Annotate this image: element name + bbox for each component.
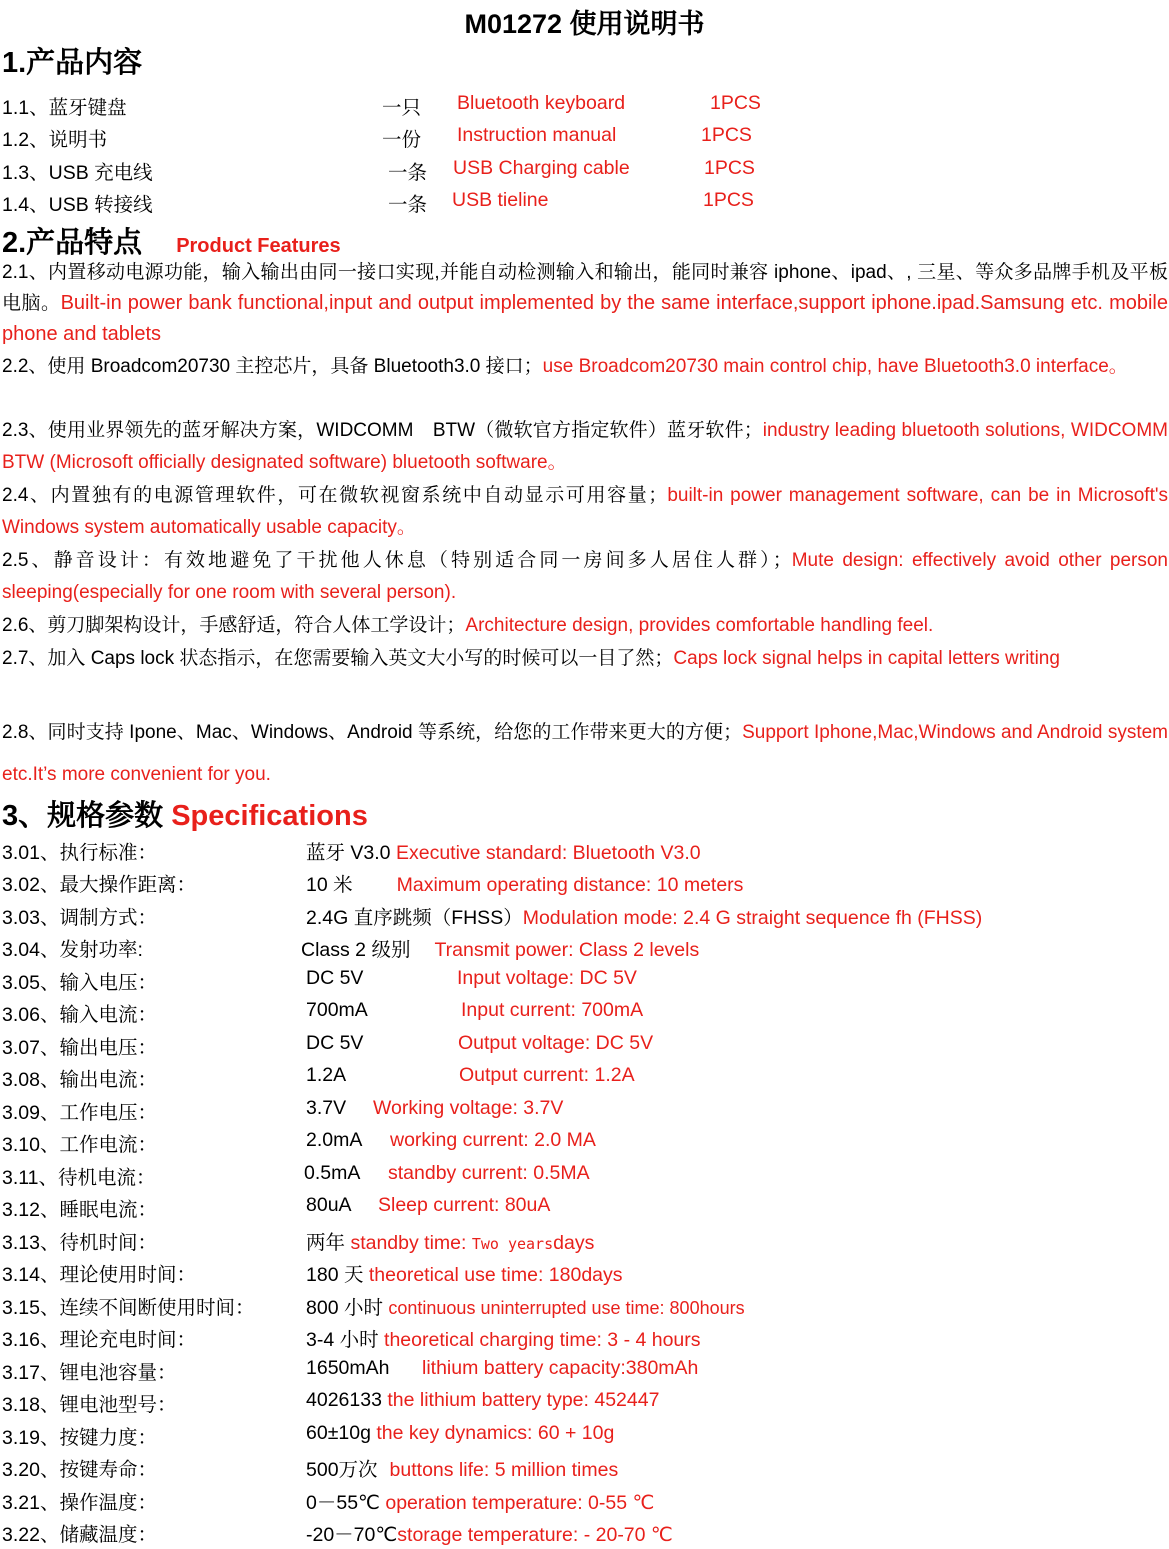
spec-value	[306, 869, 743, 897]
item-pcs: 1PCS	[710, 92, 761, 114]
spec-value-en: Modulation mode: 2.4 G straight sequence fh (FHSS)	[522, 907, 983, 929]
feature-2-3-cn: 2.3、使用业界领先的蓝牙解决方案，WIDCOMM BTW（微软官方指定软件）蓝牙软件；	[2, 420, 763, 441]
item-en: USB Charging cable	[453, 157, 630, 179]
item-en: Bluetooth keyboard	[457, 92, 626, 114]
item-pcs: 1PCS	[703, 189, 754, 211]
feature-2-8	[2, 712, 1168, 796]
item-en: Instruction manual	[457, 124, 617, 146]
feature-2-4-en: built-in power management software, can be in Microsoft's Windows system automatically usable capacity。	[2, 485, 1168, 538]
section-2-heading-cn: 2.产品特点	[2, 227, 143, 259]
item-qty: 一份	[382, 129, 422, 151]
spec-value-en: theoretical use time: 180days	[368, 1264, 623, 1286]
item-cn: 1.2、说明书	[2, 129, 108, 151]
spec-key: 3.07、输出电压：	[2, 1037, 157, 1059]
spec-value-cn: DC 5V	[306, 1032, 364, 1054]
spec-value	[306, 1227, 594, 1255]
spec-value-tail: days	[553, 1232, 595, 1254]
spec-value-cn: 80uA	[306, 1194, 352, 1216]
feature-2-4	[2, 480, 1168, 544]
item-pcs: 1PCS	[704, 157, 755, 179]
spec-value	[301, 934, 699, 962]
spec-value-cn: 10 米	[306, 874, 353, 896]
feature-2-1	[2, 257, 1168, 350]
feature-2-1-cn: 2.1、内置移动电源功能，输入输出由同一接口实现,并能自动检测输入和输出，能同时兼容 iphone、ipad、, 三星、等众多品牌手机及平板电脑。	[2, 262, 1168, 314]
spec-key: 3.08、输出电流：	[2, 1069, 157, 1091]
feature-2-1-en: Built-in power bank functional,input and output implemented by the same interface,support iphone.ipad.Samsung etc. mobile phone and tablets	[2, 292, 1168, 345]
spec-value-cn: 1.2A	[306, 1064, 347, 1086]
spec-value-cn: 2.0mA	[306, 1129, 363, 1151]
spec-value-en: Input current: 700mA	[461, 999, 644, 1021]
spec-key: 3.15、连续不间断使用时间：	[2, 1297, 255, 1319]
feature-2-5-cn: 2.5、静音设计：有效地避免了干扰他人休息（特别适合同一房间多人居住人群）；	[2, 550, 792, 571]
feature-2-7	[2, 643, 1168, 675]
section-3-heading-en: Specifications	[171, 800, 368, 832]
spec-value-cn: 800 小时	[306, 1297, 383, 1319]
spec-value-cn: 0.5mA	[304, 1162, 361, 1184]
spec-key: 3.17、锂电池容量：	[2, 1362, 177, 1384]
spec-value-cn: 0－55℃	[306, 1492, 380, 1514]
spec-value-en: operation temperature: 0-55 ℃	[385, 1492, 655, 1514]
spec-value	[306, 837, 701, 865]
feature-2-2-en: use Broadcom20730 main control chip, have Bluetooth3.0 interface。	[542, 356, 1128, 377]
spec-value-cn: 60±10g	[306, 1422, 371, 1444]
feature-2-5	[2, 545, 1168, 609]
spec-value-cn: 3.7V	[306, 1097, 347, 1119]
spec-key: 3.16、理论充电时间：	[2, 1329, 196, 1351]
feature-2-2	[2, 351, 1168, 383]
section-2-heading-en: Product Features	[176, 235, 341, 257]
spec-key: 3.04、发射功率:	[2, 939, 143, 961]
spec-key: 3.01、执行标准：	[2, 842, 157, 864]
spec-value-en: continuous uninterrupted use time: 800hours	[388, 1298, 745, 1318]
item-pcs: 1PCS	[701, 124, 752, 146]
section-3-heading	[2, 793, 368, 834]
feature-2-4-cn: 2.4、内置独有的电源管理软件，可在微软视窗系统中自动显示可用容量；	[2, 485, 668, 506]
spec-value-cn: 蓝牙 V3.0	[306, 842, 391, 864]
spec-value-cn: 3-4 小时	[306, 1329, 379, 1351]
spec-key: 3.14、理论使用时间：	[2, 1264, 196, 1286]
spec-key: 3.09、工作电压：	[2, 1102, 157, 1124]
spec-value-en: Executive standard: Bluetooth V3.0	[395, 842, 701, 864]
spec-value-mono: Two years	[471, 1235, 554, 1253]
spec-value-cn: 两年	[306, 1232, 346, 1254]
spec-key: 3.12、睡眠电流：	[2, 1199, 157, 1221]
spec-value-en: the key dynamics: 60 + 10g	[376, 1422, 615, 1444]
item-cn: 1.4、USB 转接线	[2, 194, 153, 216]
feature-2-3-en: industry leading bluetooth solutions, WIDCOMM BTW (Microsoft officially designated software) bluetooth software。	[2, 420, 1168, 473]
spec-key: 3.19、按键力度：	[2, 1427, 157, 1449]
spec-value-en: Input voltage: DC 5V	[457, 967, 637, 989]
spec-value	[306, 1324, 701, 1352]
spec-key: 3.05、输入电压：	[2, 972, 157, 994]
spec-value	[306, 902, 982, 930]
spec-value-cn: -20－70℃	[306, 1524, 398, 1546]
item-qty: 一条	[388, 162, 428, 184]
feature-2-8-cn: 2.8、同时支持 Ipone、Mac、Windows、Android 等系统，给您的工作带来更大的方便；	[2, 722, 743, 743]
feature-2-7-en: Caps lock signal helps in capital letters writing	[673, 648, 1060, 669]
spec-key: 3.22、储藏温度：	[2, 1524, 157, 1546]
spec-value-en: standby time:	[350, 1232, 467, 1254]
spec-value	[306, 1259, 623, 1287]
spec-key: 3.13、待机时间：	[2, 1232, 157, 1254]
document-title: M01272 使用说明书	[464, 9, 705, 39]
feature-2-2-cn: 2.2、使用 Broadcom20730 主控芯片，具备 Bluetooth3.0 接口；	[2, 356, 543, 377]
spec-value-en: theoretical charging time: 3 - 4 hours	[384, 1329, 701, 1351]
item-cn: 1.1、蓝牙键盘	[2, 97, 127, 119]
feature-2-3	[2, 415, 1168, 479]
item-cn: 1.3、USB 充电线	[2, 162, 153, 184]
spec-value-cn: 4026133	[306, 1389, 382, 1411]
spec-value	[306, 1487, 654, 1515]
spec-key: 3.11、待机电流：	[2, 1167, 156, 1189]
spec-value-en: working current: 2.0 MA	[390, 1129, 596, 1151]
item-qty: 一只	[382, 97, 422, 119]
spec-value	[306, 1389, 659, 1412]
spec-value-en: Working voltage: 3.7V	[373, 1097, 564, 1119]
feature-2-6-cn: 2.6、剪刀脚架构设计，手感舒适，符合人体工学设计；	[2, 615, 466, 636]
spec-value-en: storage temperature: - 20-70 ℃	[397, 1524, 673, 1546]
spec-value	[306, 1422, 614, 1445]
spec-value-cn: DC 5V	[306, 967, 364, 989]
feature-2-5-en: Mute design: effectively avoid other person sleeping(especially for one room with several person).	[2, 550, 1168, 603]
spec-key: 3.21、操作温度：	[2, 1492, 157, 1514]
spec-value-cn: 500万次	[306, 1459, 378, 1481]
spec-value-en: Output voltage: DC 5V	[458, 1032, 654, 1054]
spec-value	[306, 1454, 618, 1482]
spec-value	[306, 1292, 745, 1320]
spec-key: 3.20、按键寿命：	[2, 1459, 157, 1481]
spec-value-en: standby current: 0.5MA	[388, 1162, 590, 1184]
spec-value-en: Maximum operating distance: 10 meters	[396, 874, 744, 896]
spec-value-cn: 700mA	[306, 999, 368, 1021]
spec-value-cn: 2.4G 直序跳频（FHSS）	[306, 907, 523, 929]
spec-key: 3.10、工作电流：	[2, 1134, 157, 1156]
section-3-heading-cn: 3、规格参数	[2, 800, 164, 832]
item-en: USB tieline	[452, 189, 549, 211]
spec-value-en: Sleep current: 80uA	[378, 1194, 551, 1216]
section-2-heading	[2, 220, 341, 261]
spec-key: 3.06、输入电流：	[2, 1004, 157, 1026]
feature-2-8-en: Support Iphone,Mac,Windows and Android system etc.It’s more convenient for you.	[2, 722, 1168, 785]
spec-value-en: the lithium battery type: 452447	[387, 1389, 660, 1411]
spec-value-cn: 180 天	[306, 1264, 364, 1286]
spec-value-cn: Class 2 级别	[301, 939, 411, 961]
spec-key: 3.18、锂电池型号：	[2, 1394, 177, 1416]
spec-value-en: Transmit power: Class 2 levels	[434, 939, 700, 961]
feature-2-6	[2, 610, 1168, 642]
spec-value-en: lithium battery capacity:380mAh	[422, 1357, 699, 1379]
section-1-heading: 1.产品内容	[2, 47, 143, 79]
item-qty: 一条	[388, 194, 428, 216]
spec-value-en: buttons life: 5 million times	[389, 1459, 619, 1481]
spec-key: 3.02、最大操作距离：	[2, 874, 196, 896]
spec-key: 3.03、调制方式：	[2, 907, 157, 929]
feature-2-7-cn: 2.7、加入 Caps lock 状态指示，在您需要输入英文大小写的时候可以一目了然；	[2, 648, 674, 669]
feature-2-6-en: Architecture design, provides comfortable handling feel.	[465, 615, 934, 636]
spec-value-en: Output current: 1.2A	[459, 1064, 635, 1086]
spec-value-cn: 1650mAh	[306, 1357, 390, 1379]
